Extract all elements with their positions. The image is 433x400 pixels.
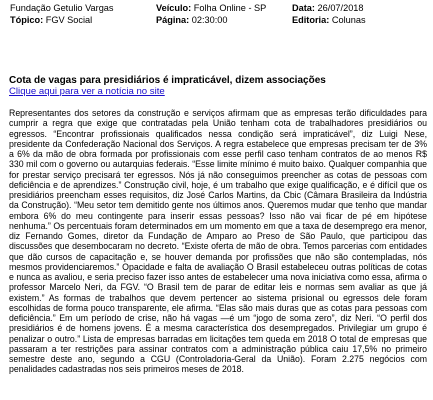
vehicle-field: [156, 2, 266, 14]
topic-field: [10, 14, 92, 26]
section-field: [292, 14, 366, 26]
article-body: Representantes dos setores da construção e serviços afirmam que as empresas terão dificuldades para cumprir a regra que exige que contratadas pela União tenham cota de trabalhadores presidiários ou egressos. “Encontrar profissionais qualificados nessa condição será impraticável”, diz Luigi Nese, presidente da Confederação Nacional dos Serviços. A regra estabelece que empresas precisam ter de 3% a 6% da mão de obra formada por profissionais com esse perfil caso tenham contratos de ao menos R$ 330 mil com o governo ou autarquias federais. “Esse limite mínimo é muito baixo. Qualquer companhia que for prestar serviço precisará ter egressos. Nós já não conseguimos preencher as cotas de pessoas com deficiência e de aprendizes.” Construção civil, hoje, é um trabalho que exige qualificação, e é difícil que os presidiários preencham esses requisitos, diz José Carlos Martins, da Cbic (Câmara Brasileira da Indústria da Construção). “Meu setor tem demitido gente nos últimos anos. Queremos mudar que tenho que mandar embora 6% do meu contingente para inserir essas pessoas? Isso não vai ficar de pé em hipótese nenhuma.” Os percentuais foram determinados em um momento em que a taxa de desemprego era menor, diz Fernando Gomes, diretor da Fundação de Amparo ao Preso de São Paulo, que participou das discussões que desembocaram no decreto. “Existe oferta de mão de obra. Temos parcerias com entidades que dão cursos de capacitação e, se houver demanda por profissões que não são contempladas, nós mesmos providenciaremos.” Opacidade e falta de avaliação O Brasil estabeleceu outras políticas de cotas e nunca as avaliou, e seria preciso fazer isso antes de estabelecer uma nova iniciativa como essa, afirma o professor Marcelo Neri, da FGV. “O Brasil tem de parar de editar leis e normas sem avaliar as que já existem.” As formas de trabalhos que devem pertencer ao sistema prisional ou egressos dele foram escolhidas de forma pouco transparente, ele afirma. “Elas são mais duras que as cotas para pessoas com deficiência.” Em um período de crise, não há vagas —é um “jogo de soma zero”, diz Neri. “O perfil dos presidiários é de homens jovens. É a mesma característica dos desempregados. Privilegiar um grupo é penalizar o outro.” Lista de empresas barradas em licitações tem queda em 2018 O total de empresas que passaram a ter restrições para assinar contratos com a administração pública caiu 17,5% no primeiro semestre deste ano, segundo a CGU (Controladoria-Geral da União). Foram 2.275 negócios com penalidades cadastradas nos seis primeiros meses de 2018.: [9, 108, 427, 375]
date-label: Data:: [292, 3, 315, 13]
page-label: Página:: [156, 15, 190, 25]
source-name: Fundação Getulio Vargas: [10, 3, 114, 13]
topic-value: FGV Social: [45, 15, 93, 25]
view-on-site-link[interactable]: Clique aqui para ver a notícia no site: [9, 86, 165, 97]
page-field: [156, 14, 228, 26]
section-value: Colunas: [331, 15, 366, 25]
vehicle-label: Veículo:: [156, 3, 192, 13]
page-value: 02:30:00: [191, 15, 228, 25]
article-title: Cota de vagas para presidiários é impraticável, dizem associações: [9, 75, 326, 86]
vehicle-value: Folha Online - SP: [193, 3, 267, 13]
date-field: [292, 2, 364, 14]
section-label: Editoria:: [292, 15, 330, 25]
topic-label: Tópico:: [10, 15, 44, 25]
date-value: 26/07/2018: [317, 3, 364, 13]
